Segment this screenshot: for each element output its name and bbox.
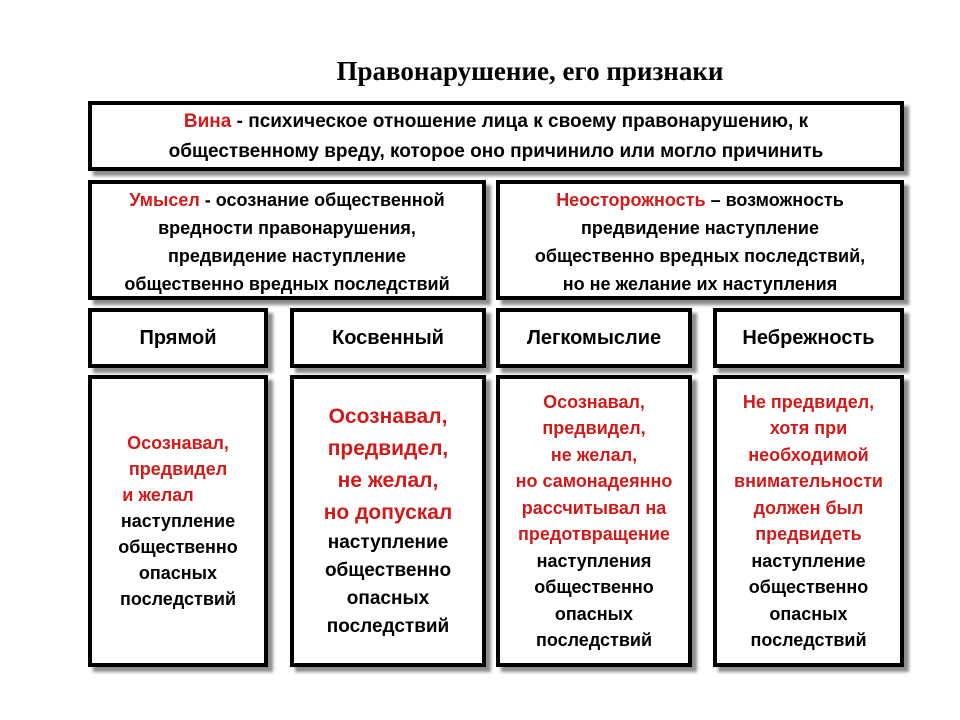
description-line: последствий xyxy=(750,630,867,650)
indirect-intent-description xyxy=(290,375,486,667)
description-red-line: но самонадеянно xyxy=(515,471,673,491)
description-line: наступления xyxy=(536,550,652,571)
description-red-line: предвидел, xyxy=(542,418,646,438)
negligence-definition-line: общественно вредных последствий, xyxy=(534,246,866,266)
description-red-line: Осознавал, xyxy=(328,405,448,428)
page-title: Правонарушение, его признаки xyxy=(336,56,724,86)
description-line: опасных xyxy=(138,563,218,583)
description-red-line: необходимой xyxy=(748,444,869,465)
description-red-line: рассчитывал на xyxy=(521,497,667,518)
description-red-line: и желал xyxy=(122,485,194,505)
recklessness-description xyxy=(496,375,692,667)
guilt-definition-line-2: общественному вреду, которое оно причинило или могло причинить xyxy=(168,141,824,162)
description-red-line: Осознавал, xyxy=(127,433,229,453)
guilt-definition-text: - психическое отношение лица к своему правонарушению, к xyxy=(231,111,809,132)
description-line: наступление xyxy=(120,511,236,531)
direct-intent-description xyxy=(88,375,268,667)
intent-definition-line: предвидение наступление xyxy=(167,246,407,266)
description-line: опасных xyxy=(769,603,848,624)
carelessness-description xyxy=(713,375,904,667)
intent-definition-line: общественно вредных последствий xyxy=(124,274,450,294)
type-header-carelessness: Небрежность xyxy=(713,308,904,368)
description-red-line: должен был xyxy=(753,497,864,518)
description-line: наступление xyxy=(751,550,866,571)
description-red-line: предвидел xyxy=(128,459,228,479)
description-red-line: Не предвидел, xyxy=(742,391,875,412)
description-red-line: внимательности xyxy=(734,471,883,491)
description-line: общественно xyxy=(324,560,452,581)
description-line: опасных xyxy=(346,588,430,609)
description-line: общественно xyxy=(118,537,238,557)
type-header-recklessness: Легкомыслие xyxy=(496,308,692,368)
description-red-line: предотвращение xyxy=(518,524,670,544)
negligence-definition-line: предвидение наступление xyxy=(580,218,820,238)
intent-definition-box xyxy=(88,180,486,300)
description-line: общественно xyxy=(534,577,654,597)
description-red-line: не желал, xyxy=(337,469,439,492)
description-red-line: предвидеть xyxy=(755,524,862,544)
intent-definition-text: - осознание общественной xyxy=(199,190,445,210)
description-red-line: не желал, xyxy=(550,444,638,465)
guilt-term: Вина xyxy=(183,111,232,132)
description-line: последствий xyxy=(119,589,237,609)
type-header-direct: Прямой xyxy=(88,308,268,368)
description-red-line: но допускал xyxy=(323,501,453,524)
guilt-definition-box xyxy=(88,101,904,171)
description-line: общественно xyxy=(748,577,869,597)
intent-definition-line: вредности правонарушения, xyxy=(158,218,416,238)
description-red-line: Осознавал, xyxy=(543,391,645,412)
description-line: опасных xyxy=(554,603,634,624)
type-header-indirect: Косвенный xyxy=(290,308,486,368)
description-line: последствий xyxy=(535,630,653,650)
description-red-line: хотя при xyxy=(769,418,848,438)
negligence-definition-box xyxy=(496,180,904,300)
description-red-line: предвидел, xyxy=(327,437,449,460)
description-line: наступление xyxy=(327,532,449,553)
intent-term: Умысел xyxy=(129,190,200,210)
guilt-definition-line-1 xyxy=(92,107,900,137)
negligence-term: Неосторожность xyxy=(556,190,706,210)
negligence-definition-line: но не желание их наступления xyxy=(562,274,838,294)
negligence-definition-text: – возможность xyxy=(705,190,844,210)
intent-definition-line-1 xyxy=(92,186,482,214)
negligence-definition-line-1 xyxy=(500,186,900,214)
description-line: последствий xyxy=(326,616,450,637)
